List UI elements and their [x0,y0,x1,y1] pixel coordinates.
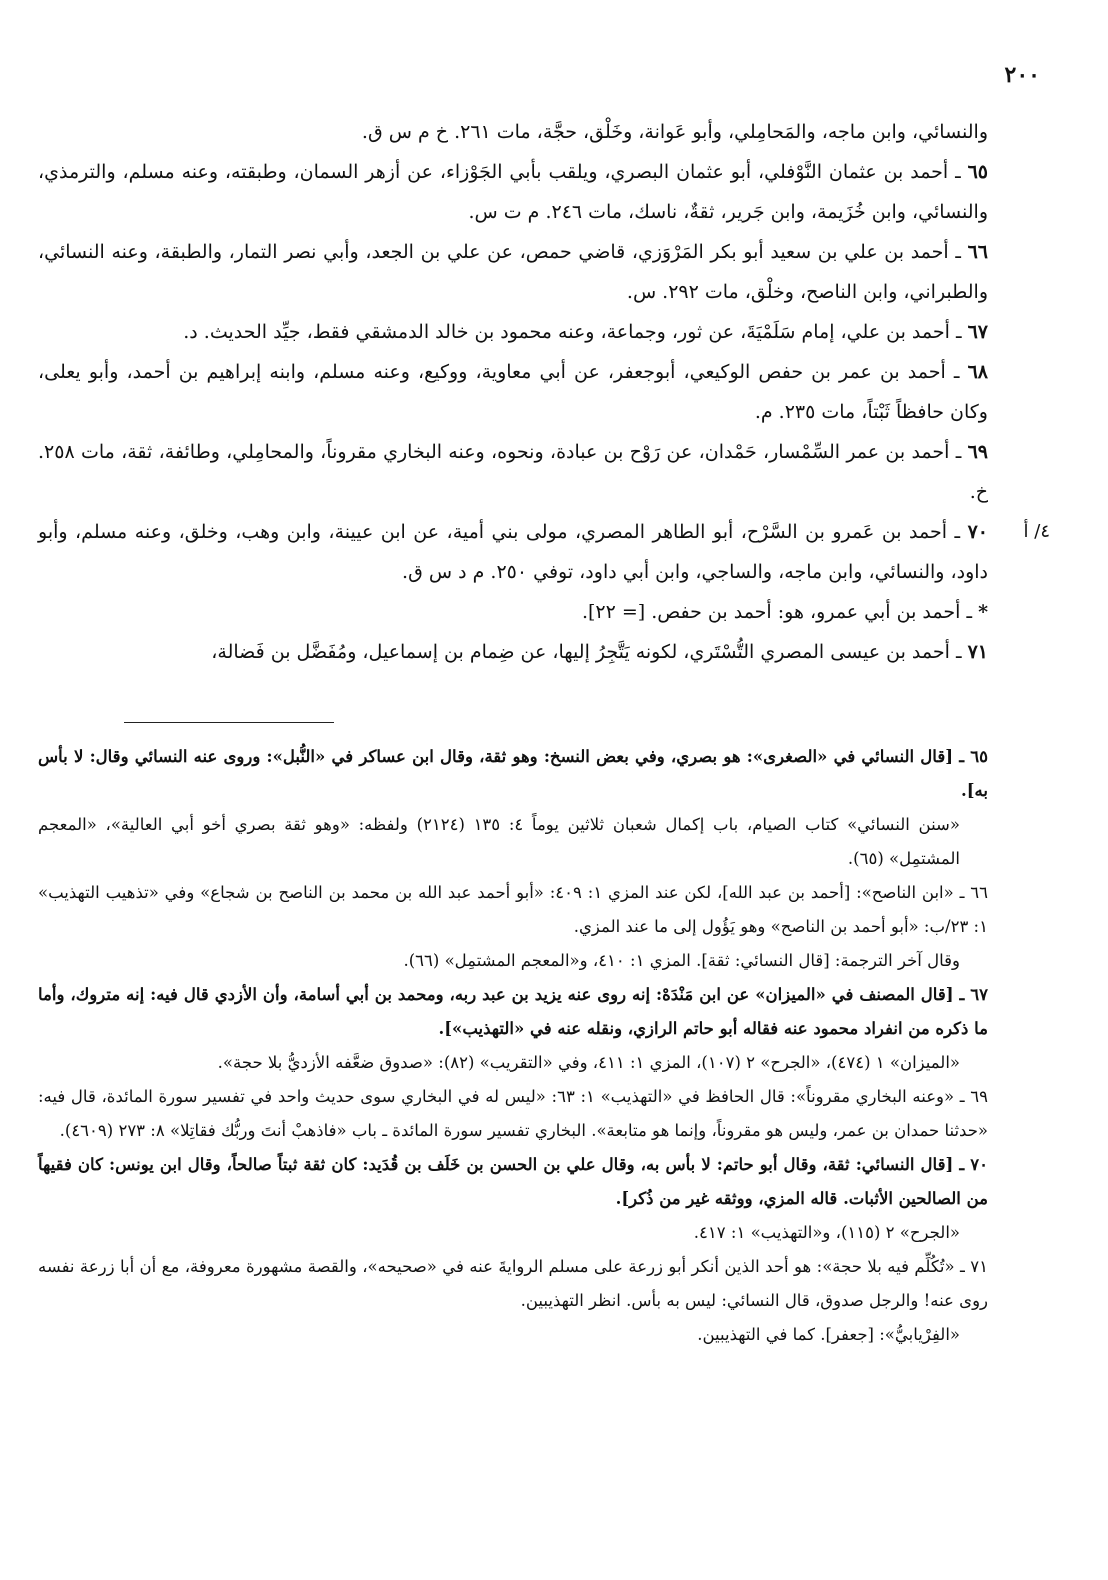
page-number: ٢٠٠ [1004,62,1040,88]
entry-number: ٦٧ [967,321,988,343]
footnote-70-source: «الجرح» ٢ (١١٥)، و«التهذيب» ١: ٤١٧. [693,1223,960,1242]
entry-number: ٧١ [967,641,988,663]
entry-text: أحمد بن علي، إمام سَلَمْيَةَ، عن ثور، وجماعة، وعنه محمود بن خالد الدمشقي فقط، جيِّد الحديث. د. [183,321,950,343]
footnote-65-source: «سنن النسائي» كتاب الصيام، باب إكمال شعبان ثلاثين يوماً ٤: ١٣٥ (٢١٢٤) ولفظه: «وهو ثقة بصري أخو أبي العالية»، «المعجم المشتمِل» (٦٥). [38,815,960,868]
manuscript-folio-note: ٤/ أ [1023,521,1050,542]
entry-69: ٦٩ ـ أحمد بن عمر السِّمْسار، حَمْدان، عن رَوْح بن عبادة، ونحوه، وعنه البخاري مقروناً، والمحامِلي، وطائفة، ثقة، مات ٢٥٨. خ. [38,441,988,503]
entry-68: ٦٨ ـ أحمد بن عمر بن حفص الوكيعي، أبوجعفر، عن أبي معاوية، ووكيع، وعنه مسلم، وابنه إبراهيم بن أحمد، وأبو يعلى، وكان حافظاً ثَبْتاً، مات ٢٣٥. م. [38,361,988,423]
entry-text: أحمد بن أبي عمرو، هو: أحمد بن حفص. [= ٢٢]. [581,601,961,623]
entry-number: ٦٩ [967,441,988,463]
entry-71: ٧١ ـ أحمد بن عيسى المصري التُّسْتَري، لكونه يَتَّجِرُ إليها، عن ضِمام بن إسماعيل، ومُفَضَّل بن فَضالة، [211,641,988,663]
main-text [38,112,1050,672]
entry-number: ٦٦ [967,241,988,263]
entry-text: أحمد بن عثمان النَّوْفلي، أبو عثمان البصري، ويلقب بأبي الجَوْزاء، عن أزهر السمان، وطبقته، وعنه مسلم، والترمذي، والنسائي، وابن خُزَيمة، وابن جَرير، ثقةٌ، ناسك، مات ٢٤٦. م ت س. [38,161,988,223]
entry-number: ٦٥ [967,161,988,183]
footnote-65: ٦٥ ـ [قال النسائي في «الصغرى»: هو بصري، وفي بعض النسخ: وهو ثقة، وقال ابن عساكر في «النُّبل»: وروى عنه النسائي وقال: لا بأس به]. [38,747,988,800]
entry-text: أحمد بن عَمرو بن السَّرْح، أبو الطاهر المصري، مولى بني أمية، عن ابن عيينة، وابن وهب، وخلق، وعنه مسلم، وأبو داود، والنسائي، وابن ماجه، والساجي، وابن أبي داود، توفي ٢٥٠. م د س ق. [38,521,988,583]
footnote-separator [124,722,334,723]
entry-text: والنسائي، وابن ماجه، والمَحامِلي، وأبو عَوانة، وخَلْق، حجَّة، مات ٢٦١. خ م س ق. [361,121,988,143]
footnote-67: ٦٧ ـ [قال المصنف في «الميزان» عن ابن مَنْدَهْ: إنه روى عنه يزيد بن عبد ربه، ومحمد بن أبي أسامة، وأن الأزدي قال فيه: إنه متروك، وأما ما ذكره من انفراد محمود عنه فقاله أبو حاتم الرازي، ونقله عنه في «التهذيب»]. [38,985,988,1038]
entry-text: أحمد بن عيسى المصري التُّسْتَري، لكونه يَتَّجِرُ إليها، عن ضِمام بن إسماعيل، ومُفَضَّل بن فَضالة، [211,641,950,663]
entry-65: ٦٥ ـ أحمد بن عثمان النَّوْفلي، أبو عثمان البصري، ويلقب بأبي الجَوْزاء، عن أزهر السمان، وطبقته، وعنه مسلم، والترمذي، والنسائي، وابن خُزَيمة، وابن جَرير، ثقةٌ، ناسك، مات ٢٤٦. م ت س. [38,161,988,223]
footnotes [38,740,988,1352]
entry-70: ٤/ أ ٧٠ ـ أحمد بن عَمرو بن السَّرْح، أبو الطاهر المصري، مولى بني أمية، عن ابن عيينة، وابن وهب، وخلق، وعنه مسلم، وأبو داود، والنسائي، وابن ماجه، والساجي، وابن أبي داود، توفي ٢٥٠. م د س ق. [38,512,988,592]
entry-text: أحمد بن علي بن سعيد أبو بكر المَرْوَزي، قاضي حمص، عن علي بن الجعد، وأبي نصر التمار، والطبقة، وعنه النسائي، والطبراني، وابن الناصح، وخلْق، مات ٢٩٢. س. [38,241,988,303]
entry-67: ٦٧ ـ أحمد بن علي، إمام سَلَمْيَةَ، عن ثور، وجماعة، وعنه محمود بن خالد الدمشقي فقط، جيِّد الحديث. د. [183,321,988,343]
asterisk-marker: * [978,601,988,623]
entry-text: أحمد بن عمر السِّمْسار، حَمْدان، عن رَوْح بن عبادة، ونحوه، وعنه البخاري مقروناً، والمحامِلي، وطائفة، ثقة، مات ٢٥٨. خ. [38,441,988,503]
entry-number: ٧٠ [967,521,988,543]
footnote-70: ٧٠ ـ [قال النسائي: ثقة، وقال أبو حاتم: لا بأس به، وقال علي بن الحسن بن خَلَف بن قُدَيد: كان ثقة ثبتاً صالحاً، وقال ابن يونس: كان فقيهاً من الصالحين الأثبات. قاله المزي، ووثقه غير من ذُكر]. [38,1155,988,1208]
footnote-66-source: وقال آخر الترجمة: [قال النسائي: ثقة]. المزي ١: ٤١٠، و«المعجم المشتمِل» (٦٦). [403,951,960,970]
footnote-69: ٦٩ ـ «وعنه البخاري مقروناً»: قال الحافظ في «التهذيب» ١: ٦٣: «ليس له في البخاري سوى حديث واحد في تفسير سورة المائدة، قال فيه: «حدثنا حمدان بن عمر، وليس هو مقروناً، وإنما هو متابعة». البخاري تفسير سورة المائدة ـ باب «فاذهبْ أنتَ وربُّك فقاتِلا» ٨: ٢٧٣ (٤٦٠٩). [38,1087,988,1140]
entry-text: أحمد بن عمر بن حفص الوكيعي، أبوجعفر، عن أبي معاوية، ووكيع، وعنه مسلم، وابنه إبراهيم بن أحمد، وأبو يعلى، وكان حافظاً ثَبْتاً، مات ٢٣٥. م. [38,361,988,423]
entry-number: ٦٨ [967,361,988,383]
footnote-66: ٦٦ ـ «ابن الناصح»: [أحمد بن عبد الله]، لكن عند المزي ١: ٤٠٩: «أبو أحمد عبد الله بن محمد بن الناصح بن شجاع» وفي «تذهيب التهذيب» ١: ٢٣/ب: «أبو أحمد بن الناصح» وهو يَؤُول إلى ما عند المزي. [38,883,988,936]
entry-66: ٦٦ ـ أحمد بن علي بن سعيد أبو بكر المَرْوَزي، قاضي حمص، عن علي بن الجعد، وأبي نصر التمار، والطبقة، وعنه النسائي، والطبراني، وابن الناصح، وخلْق، مات ٢٩٢. س. [38,241,988,303]
entry-continuation [38,112,988,152]
footnote-71-note: «الفِرْيابيُّ»: [جعفر]. كما في التهذيبين. [697,1325,960,1344]
footnote-71: ٧١ ـ «تُكُلِّم فيه بلا حجة»: هو أحد الذين أنكر أبو زرعة على مسلم الروايةَ عنه في «صحيحه»، والقصة مشهورة معروفة، مع أن أبا زرعة نفسه روى عنه! والرجل صدوق، قال النسائي: ليس به بأس. انظر التهذيبين. [38,1257,988,1310]
footnote-67-source: «الميزان» ١ (٤٧٤)، «الجرح» ٢ (١٠٧)، المزي ١: ٤١١، وفي «التقريب» (٨٢): «صدوق ضعَّفه الأزديُّ بلا حجة». [217,1053,960,1072]
entry-cross-reference: * ـ أحمد بن أبي عمرو، هو: أحمد بن حفص. [= ٢٢]. [581,601,988,623]
